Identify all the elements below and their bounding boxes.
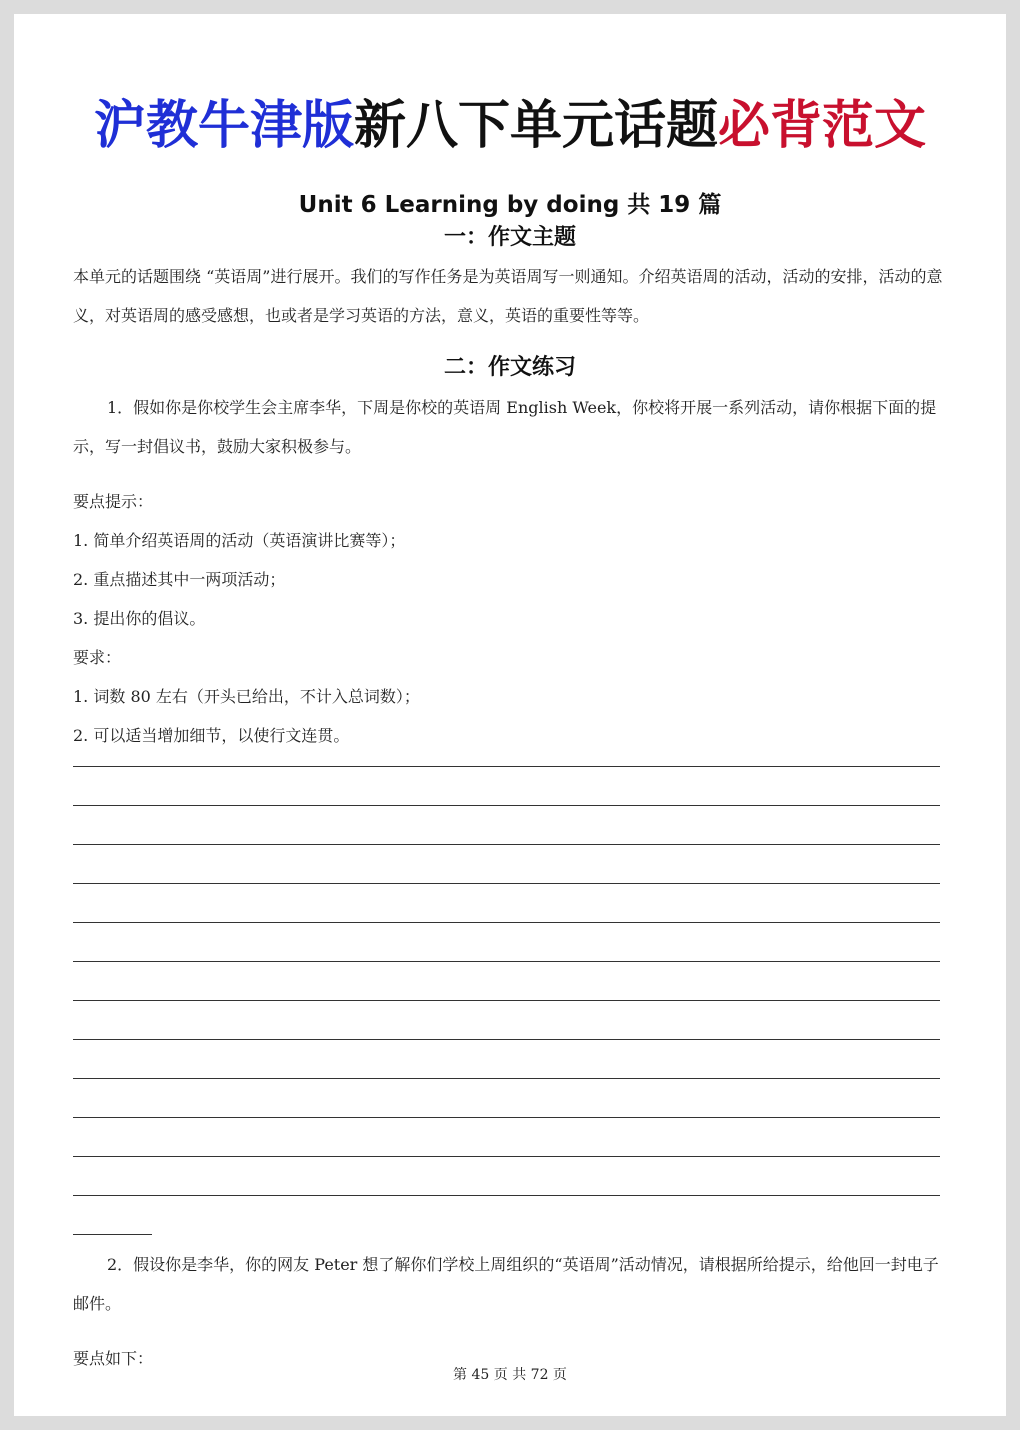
task1-requirements-label: 要求： xyxy=(73,648,122,667)
task2-prompt: 2．假设你是李华，你的网友 Peter 想了解你们学校上周组织的“英语周”活动情况，请根据所给提示，给他回一封电子邮件。 xyxy=(73,1255,939,1313)
task2-points-label: 要点如下： xyxy=(73,1349,154,1368)
writing-line xyxy=(73,922,940,923)
task1-prompt: 1．假如你是你校学生会主席李华，下周是你校的英语周 English Week，你校将开展一系列活动，请你根据下面的提示，写一封倡议书，鼓励大家积极参与。 xyxy=(73,398,937,456)
writing-line xyxy=(73,883,940,884)
unit-subtitle: Unit 6 Learning by doing 共 19 篇 xyxy=(298,192,722,218)
task1-point-1: 1. 简单介绍英语周的活动（英语演讲比赛等）； xyxy=(73,531,406,550)
writing-line xyxy=(73,1000,940,1001)
writing-line xyxy=(73,1039,940,1040)
task1-point-2: 2. 重点描述其中一两项活动； xyxy=(73,570,286,589)
writing-line xyxy=(73,961,940,962)
page-footer: 第 45 页 共 72 页 xyxy=(453,1367,567,1383)
writing-line xyxy=(73,1078,940,1079)
section-heading-theme: 一：作文主题 xyxy=(443,225,576,250)
theme-paragraph: 本单元的话题围绕 “英语周”进行展开。我们的写作任务是为英语周写一则通知。介绍英语周的活动，活动的安排，活动的意义，对英语周的感受感想，也或者是学习英语的方法，意义，英语的重要性等等。 xyxy=(73,267,943,325)
task1-requirement-2: 2. 可以适当增加细节，以使行文连贯。 xyxy=(73,726,350,745)
title-part-black: 新八下单元话题 xyxy=(353,96,718,156)
title-part-red: 必背范文 xyxy=(718,96,927,156)
task1-points-label: 要点提示： xyxy=(73,492,154,511)
task1-requirement-1: 1. 词数 80 左右（开头已给出，不计入总词数）； xyxy=(73,687,420,706)
writing-line xyxy=(73,1117,940,1118)
document-page xyxy=(14,14,1006,1416)
document-title xyxy=(0,96,1020,156)
writing-line xyxy=(73,766,940,767)
title-part-blue: 沪教牛津版 xyxy=(93,96,354,156)
writing-line xyxy=(73,1156,940,1157)
section-heading-practice: 二：作文练习 xyxy=(443,355,576,380)
task1-point-3: 3. 提出你的倡议。 xyxy=(73,609,206,628)
writing-line-short xyxy=(73,1234,152,1235)
writing-line xyxy=(73,1195,940,1196)
writing-line xyxy=(73,844,940,845)
writing-line xyxy=(73,805,940,806)
